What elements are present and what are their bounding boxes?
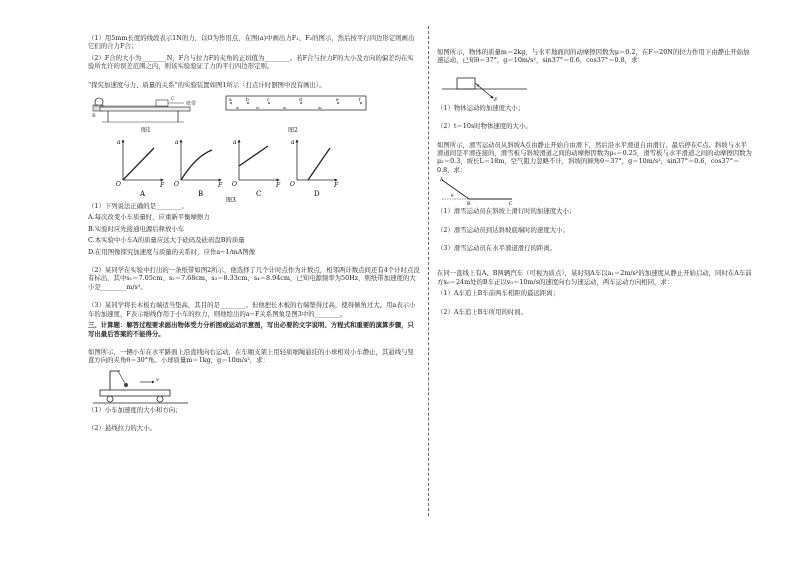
- figure-block-pull: [437, 68, 753, 104]
- svg-text:s₂: s₂: [256, 105, 260, 111]
- problem-text: 如图所示，滑雪运动员从斜坡A点由静止开始自由滑下，然后沿水平滑道自由滑行，最后停在C点。斜坡与水平滑道间是平滑连接的，滑雪板与斜坡滑道之间的动摩擦因数为μ₁＝0.25，滑雪板与水平滑道之间的动摩擦因数为μ₂＝0.3，坡长L＝18m，空气阻力忽略不计，斜坡的倾角θ＝37°，g＝10m/s²，sin37°＝0.6，cos37°＝0.8，求：: [437, 140, 752, 174]
- figure-1-apparatus: [92, 96, 196, 134]
- svg-text:c: c: [267, 98, 270, 104]
- svg-text:θ: θ: [477, 82, 480, 88]
- ski-slope-figure: [437, 177, 537, 207]
- svg-text:O: O: [290, 181, 295, 189]
- svg-text:s₃: s₃: [283, 105, 287, 111]
- svg-text:C: C: [171, 96, 175, 103]
- svg-text:A: A: [440, 178, 444, 184]
- question-text: （1）滑雪运动员在斜坡上滑行时的加速度大小；: [437, 207, 576, 216]
- option-text: D.在用图像探究加速度与质量的关系时，应作a−1/mA图像: [88, 247, 256, 256]
- option-text: C.本实验中小车A的质量应远大于砝码及砝码盘B的质量: [88, 236, 245, 245]
- figure-3-caption: 图3: [226, 197, 236, 203]
- right-column: [437, 48, 753, 319]
- svg-text:a: a: [117, 139, 121, 147]
- svg-text:F: F: [218, 182, 223, 190]
- svg-text:θ: θ: [451, 193, 454, 199]
- column-divider: [428, 26, 429, 516]
- graph-letter: D: [314, 190, 320, 199]
- svg-text:B: B: [92, 113, 96, 120]
- figure-2-caption: 图2: [288, 127, 298, 135]
- question-text: （2）悬线拉力的大小。: [88, 424, 156, 433]
- svg-text:C: C: [509, 202, 513, 208]
- problem-text: 在同一直线上有A、B两辆汽车（可视为质点），某时刻A车以a₁＝2m/s²的加速度从静止开始启动，同时在A车前方x₀＝24m处的B车正以v₀＝10m/s的速度向右匀速运动，两车运动方向相同，求：: [437, 269, 752, 286]
- question-text: （2）A车追上B车所用的时间。: [437, 307, 528, 316]
- figure-ski-slope: [437, 177, 753, 207]
- figure-1-caption: 图1: [141, 127, 151, 135]
- figure-3-graphs: [88, 136, 418, 202]
- svg-text:O: O: [116, 181, 121, 189]
- figure-row-apparatus: [88, 92, 420, 136]
- svg-text:a: a: [233, 139, 237, 147]
- figure-2-tape: [226, 96, 366, 134]
- svg-text:a: a: [229, 98, 232, 104]
- svg-text:s₁: s₁: [236, 105, 240, 111]
- graph-d: [290, 139, 339, 198]
- svg-text:e: e: [336, 98, 339, 104]
- graph-b: [174, 139, 223, 198]
- svg-text:d: d: [299, 98, 302, 104]
- svg-text:O: O: [232, 181, 237, 189]
- graph-letter: C: [256, 190, 262, 199]
- graph-letter: A: [140, 190, 146, 199]
- option-text: B.实验时应先接通电源后释放小车: [88, 224, 185, 233]
- svg-text:F: F: [276, 182, 281, 190]
- question-text: （1）用5mm长度的线段表示1N的力，以O为作用点，在图(a)中画出力F₁、F₂的图示，然后按平行四边形定则画出它们的合力F合；: [88, 34, 415, 51]
- svg-text:B: B: [467, 202, 471, 208]
- question-text: （1）A车追上B车前两车相距的最远距离；: [437, 289, 560, 298]
- svg-text:f: f: [359, 98, 361, 104]
- svg-text:v: v: [156, 376, 159, 383]
- svg-text:a: a: [291, 139, 295, 147]
- question-text: （1）物体运动的加速度大小；: [437, 103, 525, 112]
- question-text: “探究加速度与力、质量的关系”的实验装置如图1所示（打点计时器图中没有画出）。: [88, 80, 326, 89]
- figure-row-graphs: [88, 136, 420, 202]
- figure-cart-pendulum: [88, 368, 420, 406]
- graph-a: [116, 139, 165, 198]
- question-text: （2）滑雪运动员到达斜坡底端时的速度大小；: [437, 225, 569, 234]
- svg-text:s₄: s₄: [318, 105, 322, 111]
- question-text: （2）F合的大小为________N，F合与拉力F的夹角的正切值为________。若F合与拉力F的大小及方向的偏差均在实验所允许的误差范围之内，则该实验验证了力的平行四边形定则。: [88, 53, 414, 71]
- svg-text:b: b: [246, 98, 249, 104]
- paper-tape-label: 纸带: [186, 101, 197, 108]
- graph-letter: B: [198, 190, 204, 199]
- question-text: （3）某同学将长木板右端适当垫高，其目的是________。但他把长木板的右端垫得过高，使得倾角过大。用a表示小车的加速度，F表示细线作用于小车的拉力，则他绘出的a−F关系图象是图3中的________。: [88, 301, 416, 318]
- apparatus-figures: [88, 92, 418, 136]
- question-text: （1）下列说法正确的是________。: [88, 202, 188, 211]
- block-pull-figure: [437, 68, 537, 104]
- question-text: （1）小车加速度的大小和方向；: [88, 405, 182, 414]
- section-heading: 三、计算题：解答过程要求画出物体受力分析图或运动示意图，写出必要的文字说明、方程式和重要的演算步骤，只写出最后答案的不能得分。: [88, 321, 414, 338]
- problem-text: 如图所示，物体的质量m＝2kg，与水平地面间的动摩擦因数为μ＝0.2，在F＝20N的拉力作用下由静止开始加速运动，已知θ＝37°，g＝10m/s²，sin37°＝0.6，cos37°＝0.8，求：: [437, 48, 750, 65]
- left-column: [88, 34, 420, 436]
- question-text: （3）滑雪运动员在水平滑道滑行的距离。: [437, 244, 557, 253]
- question-text: （2）某同学在实验中打出的一条纸带如图2所示，他选择了几个计时点作为计数点，相邻两计数点间还有4个计时点没有标出，其中s₁＝7.05cm、s₂＝7.68cm、s₃＝8.33cm、s₄＝8.94cm，已知电源频率为50Hz，则纸带加速度的大小是________m/s²。: [88, 266, 420, 291]
- svg-text:a: a: [175, 139, 179, 147]
- svg-text:O: O: [174, 181, 179, 189]
- svg-text:F: F: [160, 182, 165, 190]
- question-text: （2）t＝10s时物体速度的大小。: [437, 122, 532, 131]
- problem-text: 如图所示，一辆小车在水平路面上沿直线向右运动，在车厢支架上用轻质细绳悬挂的小球相对小车静止，其悬线与竖直方向的夹角θ＝30°角。小球质量m＝1kg，g＝10m/s²，求：: [88, 347, 414, 365]
- svg-text:F: F: [494, 96, 498, 103]
- svg-text:F: F: [334, 182, 339, 190]
- option-text: A.每次改变小车质量时，应重新平衡摩擦力: [88, 213, 210, 222]
- graph-c: [232, 139, 281, 198]
- cart-pendulum-figure: [88, 368, 208, 406]
